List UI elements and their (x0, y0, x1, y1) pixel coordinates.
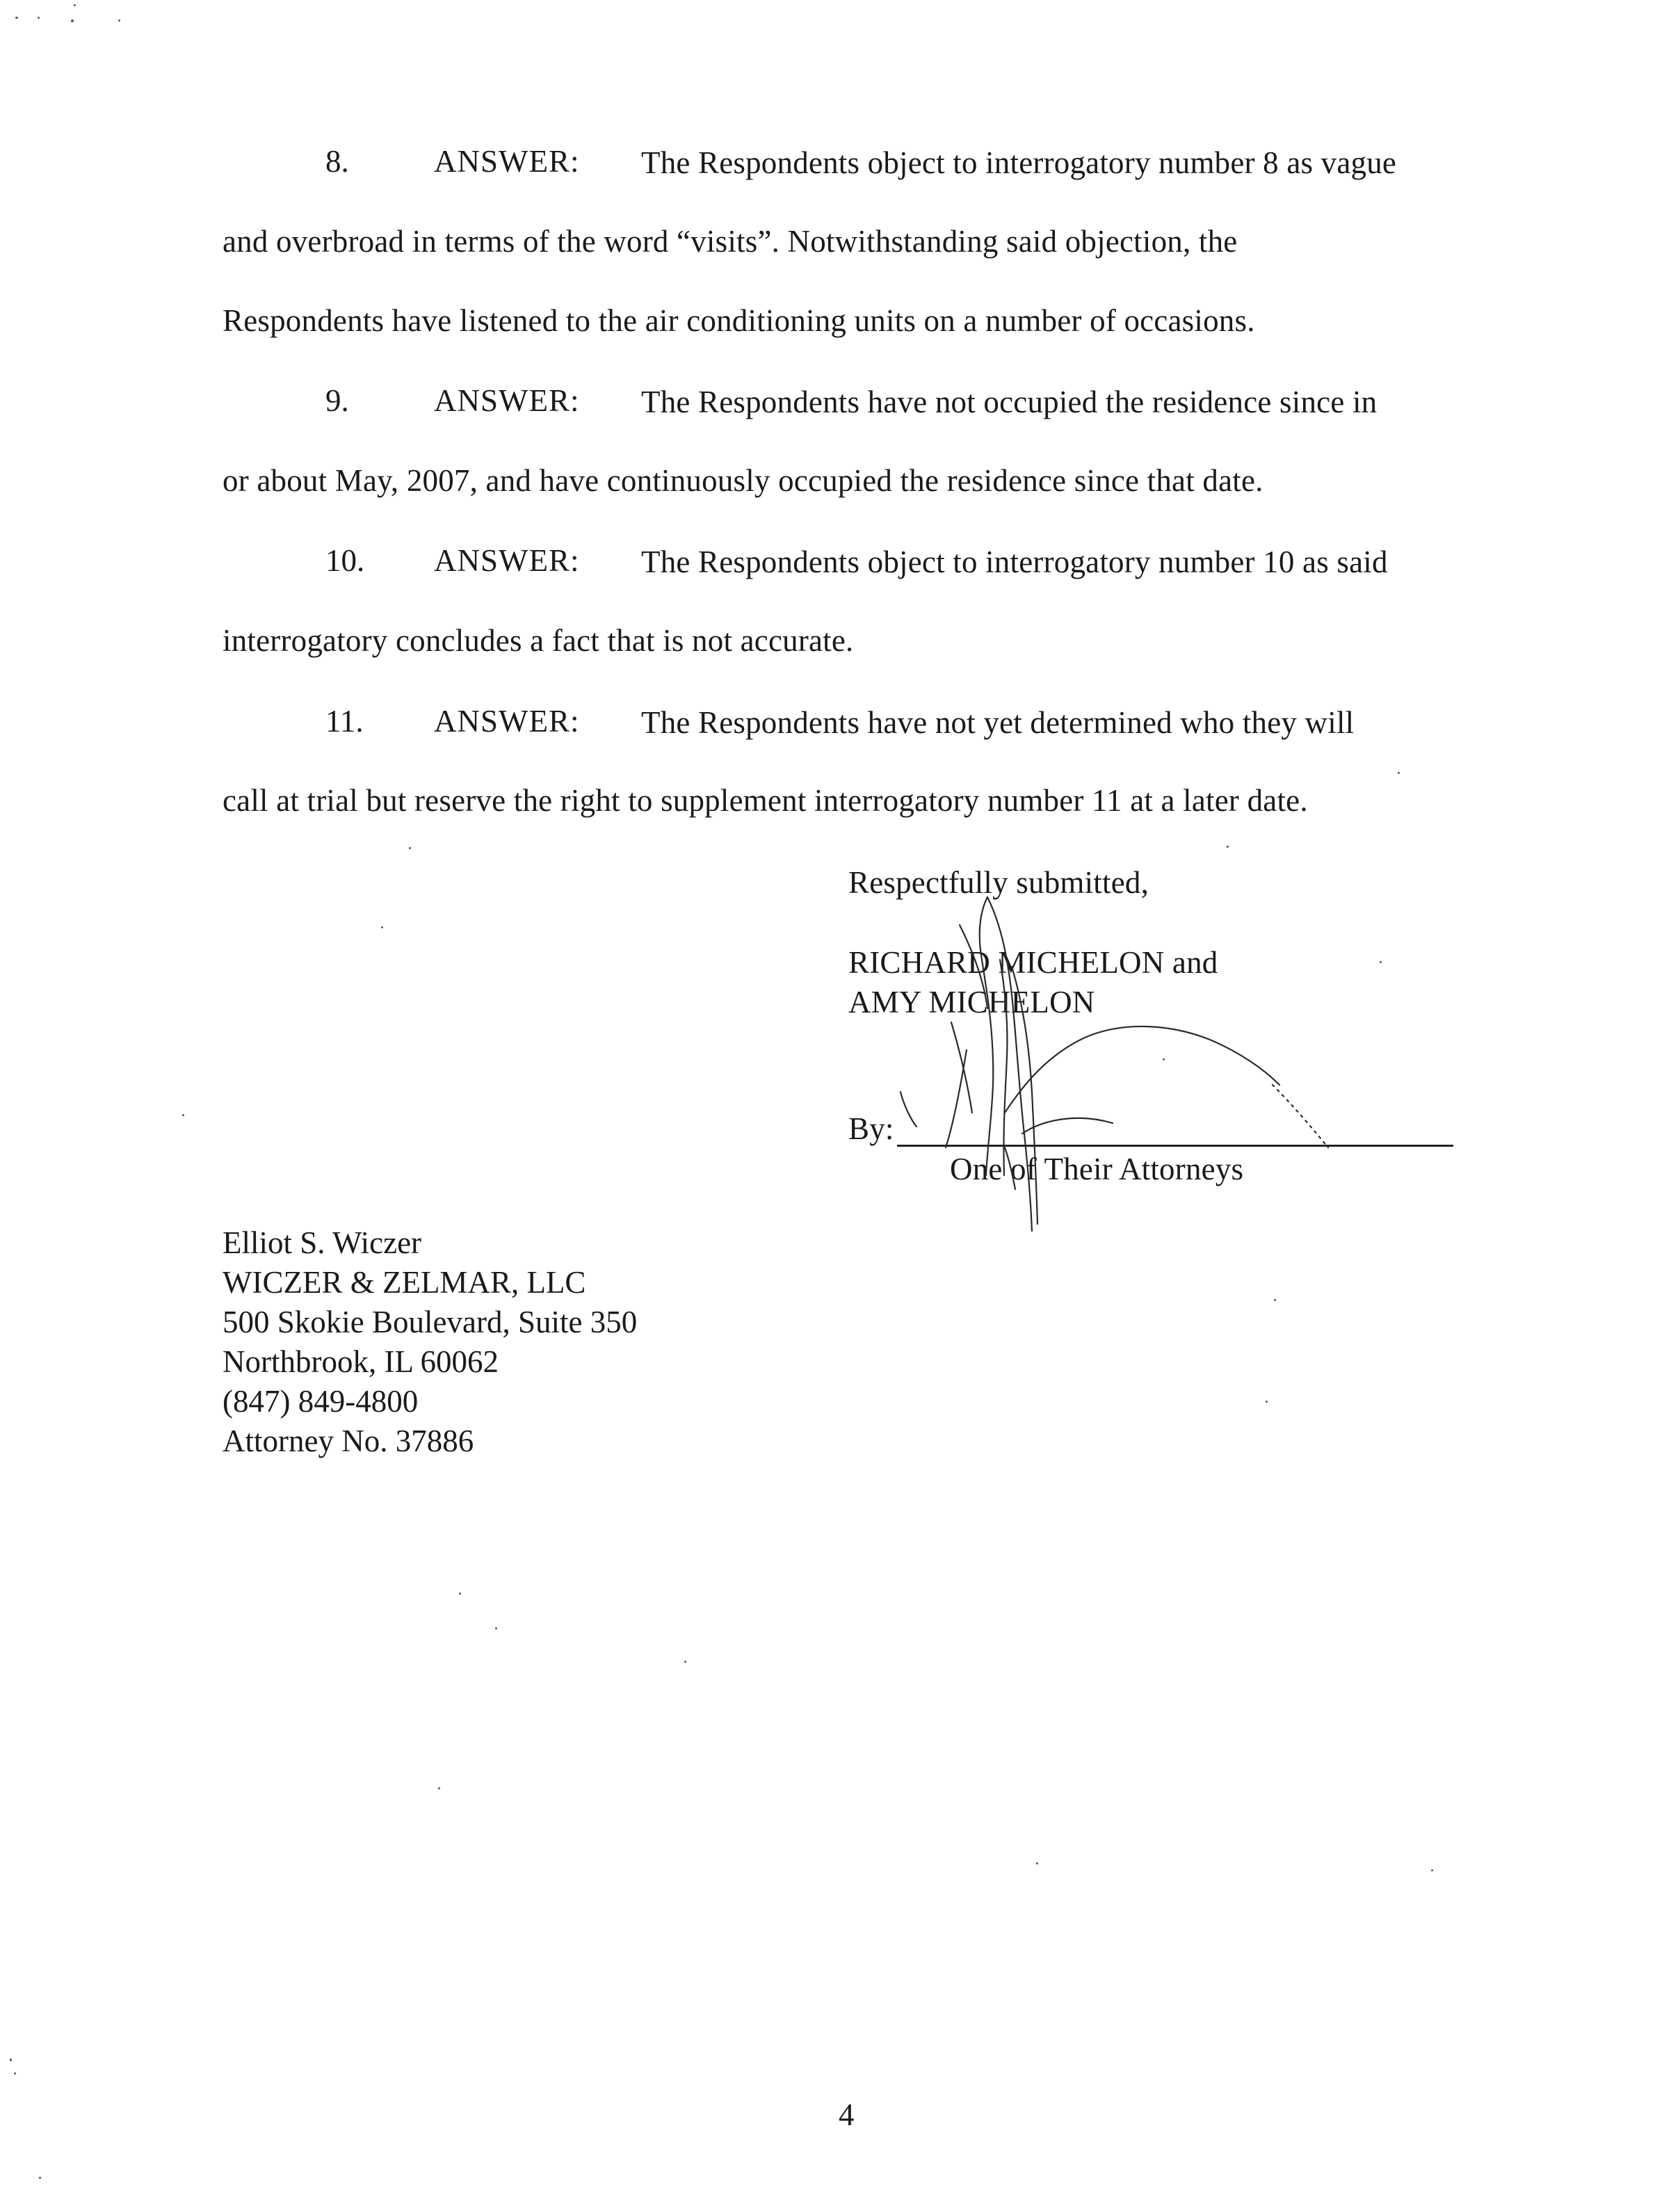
phone-number: (847) 849-4800 (223, 1384, 419, 1419)
paragraph-line: interrogatory concludes a fact that is not accurate. (223, 623, 854, 658)
paragraph-first-line: The Respondents object to interrogatory number 10 as said (641, 545, 1388, 579)
scan-speck (38, 17, 40, 19)
paragraph-number: 9. (325, 383, 349, 418)
answer-label: ANSWER: (434, 543, 580, 578)
scan-speck (1266, 1401, 1268, 1403)
scan-speck (1380, 961, 1382, 963)
page-number: 4 (839, 2097, 855, 2132)
answer-label: ANSWER: (434, 144, 580, 179)
paragraph-first-line: The Respondents have not occupied the residence since in (641, 385, 1378, 419)
attorney-number: Attorney No. 37886 (223, 1424, 474, 1458)
scan-speck (39, 2177, 41, 2179)
city-state-zip: Northbrook, IL 60062 (223, 1344, 499, 1379)
scan-speck (495, 1627, 497, 1629)
law-firm: WICZER & ZELMAR, LLC (223, 1265, 586, 1300)
scan-speck (1163, 1058, 1165, 1061)
scan-speck (381, 926, 383, 928)
scan-speck (459, 1593, 461, 1595)
paragraph-first-line: The Respondents object to interrogatory number 8 as vague (641, 145, 1397, 180)
paragraph-first-line: The Respondents have not yet determined who they will (641, 705, 1355, 740)
answer-label: ANSWER: (434, 704, 580, 739)
scan-speck (1398, 772, 1400, 774)
scan-speck (1274, 1299, 1276, 1301)
party-names-line-1: RICHARD MICHELON and (848, 945, 1218, 980)
attorney-caption: One of Their Attorneys (950, 1152, 1244, 1186)
scan-speck (409, 847, 411, 849)
scan-speck (10, 2058, 12, 2061)
paragraph-number: 11. (325, 704, 364, 739)
paragraph-number: 8. (325, 144, 349, 179)
attorney-name: Elliot S. Wiczer (223, 1225, 422, 1260)
scan-speck (438, 1787, 440, 1789)
paragraph-line: Respondents have listened to the air conditioning units on a number of occasions. (223, 303, 1255, 338)
closing-text: Respectfully submitted, (848, 865, 1149, 900)
paragraph-number: 10. (325, 543, 365, 578)
paragraph-line: call at trial but reserve the right to supplement interrogatory number 11 at a later date. (223, 783, 1308, 818)
attorney-info (223, 1224, 637, 1462)
scan-speck (684, 1661, 686, 1663)
answer-label: ANSWER: (434, 383, 580, 418)
scan-speck (182, 1114, 184, 1116)
party-names-line-2: AMY MICHELON (848, 985, 1095, 1020)
scan-speck (15, 17, 18, 19)
paragraph-line: or about May, 2007, and have continuously occupied the residence since that date. (223, 463, 1263, 498)
scan-speck (14, 2072, 16, 2074)
scan-speck (71, 19, 74, 22)
scan-speck (74, 4, 76, 6)
scan-speck (1227, 846, 1229, 848)
street-address: 500 Skokie Boulevard, Suite 350 (223, 1305, 638, 1339)
scan-speck (118, 19, 120, 22)
by-label: By: (848, 1111, 894, 1146)
scan-speck (1036, 1862, 1038, 1864)
handwritten-signature (883, 883, 1342, 1245)
paragraph-line: and overbroad in terms of the word “visits”. Notwithstanding said objection, the (223, 224, 1238, 259)
scan-speck (1431, 1869, 1433, 1871)
